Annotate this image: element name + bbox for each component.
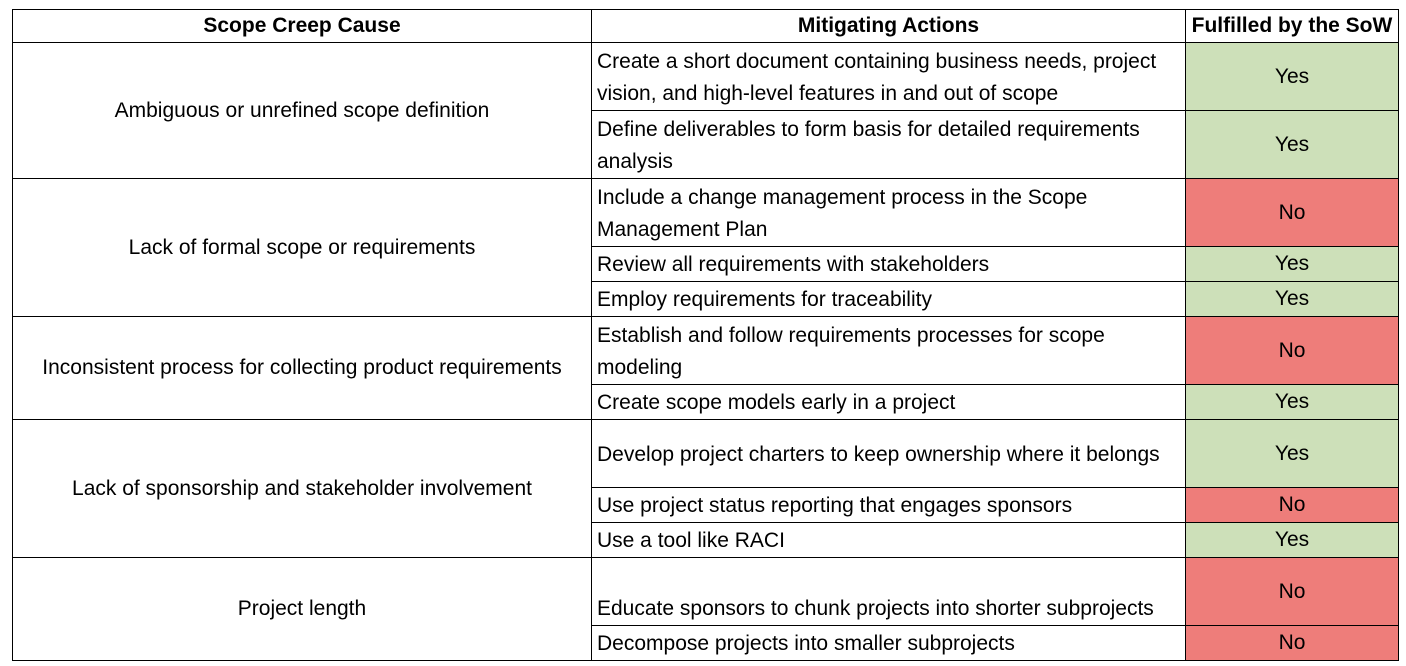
header-actions: Mitigating Actions	[592, 10, 1186, 43]
table-row	[13, 558, 1399, 626]
cause-cell: Lack of sponsorship and stakeholder involvement	[13, 420, 592, 558]
action-cell: Use a tool like RACI	[592, 523, 1186, 558]
status-cell: Yes	[1186, 420, 1399, 488]
header-row	[13, 10, 1399, 43]
status-cell: No	[1186, 317, 1399, 385]
cause-cell: Ambiguous or unrefined scope definition	[13, 43, 592, 179]
status-cell: No	[1186, 488, 1399, 523]
table-row	[13, 179, 1399, 247]
status-cell: Yes	[1186, 385, 1399, 420]
action-cell: Review all requirements with stakeholders	[592, 247, 1186, 282]
status-cell: Yes	[1186, 43, 1399, 111]
scope-creep-table	[12, 9, 1399, 661]
action-cell: Employ requirements for traceability	[592, 282, 1186, 317]
action-cell: Decompose projects into smaller subprojects	[592, 626, 1186, 661]
action-cell: Use project status reporting that engages sponsors	[592, 488, 1186, 523]
action-cell: Develop project charters to keep ownership where it belongs	[592, 420, 1186, 488]
cause-cell: Project length	[13, 558, 592, 661]
status-cell: Yes	[1186, 523, 1399, 558]
header-fulfilled: Fulfilled by the SoW	[1186, 10, 1399, 43]
action-cell: Establish and follow requirements processes for scope modeling	[592, 317, 1186, 385]
action-cell: Define deliverables to form basis for detailed requirements analysis	[592, 111, 1186, 179]
table-row	[13, 420, 1399, 488]
action-cell: Educate sponsors to chunk projects into shorter subprojects	[592, 558, 1186, 626]
action-cell: Create a short document containing business needs, project vision, and high-level features in and out of scope	[592, 43, 1186, 111]
action-cell: Create scope models early in a project	[592, 385, 1186, 420]
table-row	[13, 43, 1399, 111]
cause-cell: Inconsistent process for collecting product requirements	[13, 317, 592, 420]
status-cell: No	[1186, 179, 1399, 247]
status-cell: Yes	[1186, 247, 1399, 282]
header-cause: Scope Creep Cause	[13, 10, 592, 43]
table-row	[13, 317, 1399, 385]
status-cell: No	[1186, 626, 1399, 661]
status-cell: Yes	[1186, 111, 1399, 179]
action-cell: Include a change management process in the Scope Management Plan	[592, 179, 1186, 247]
cause-cell: Lack of formal scope or requirements	[13, 179, 592, 317]
status-cell: No	[1186, 558, 1399, 626]
status-cell: Yes	[1186, 282, 1399, 317]
